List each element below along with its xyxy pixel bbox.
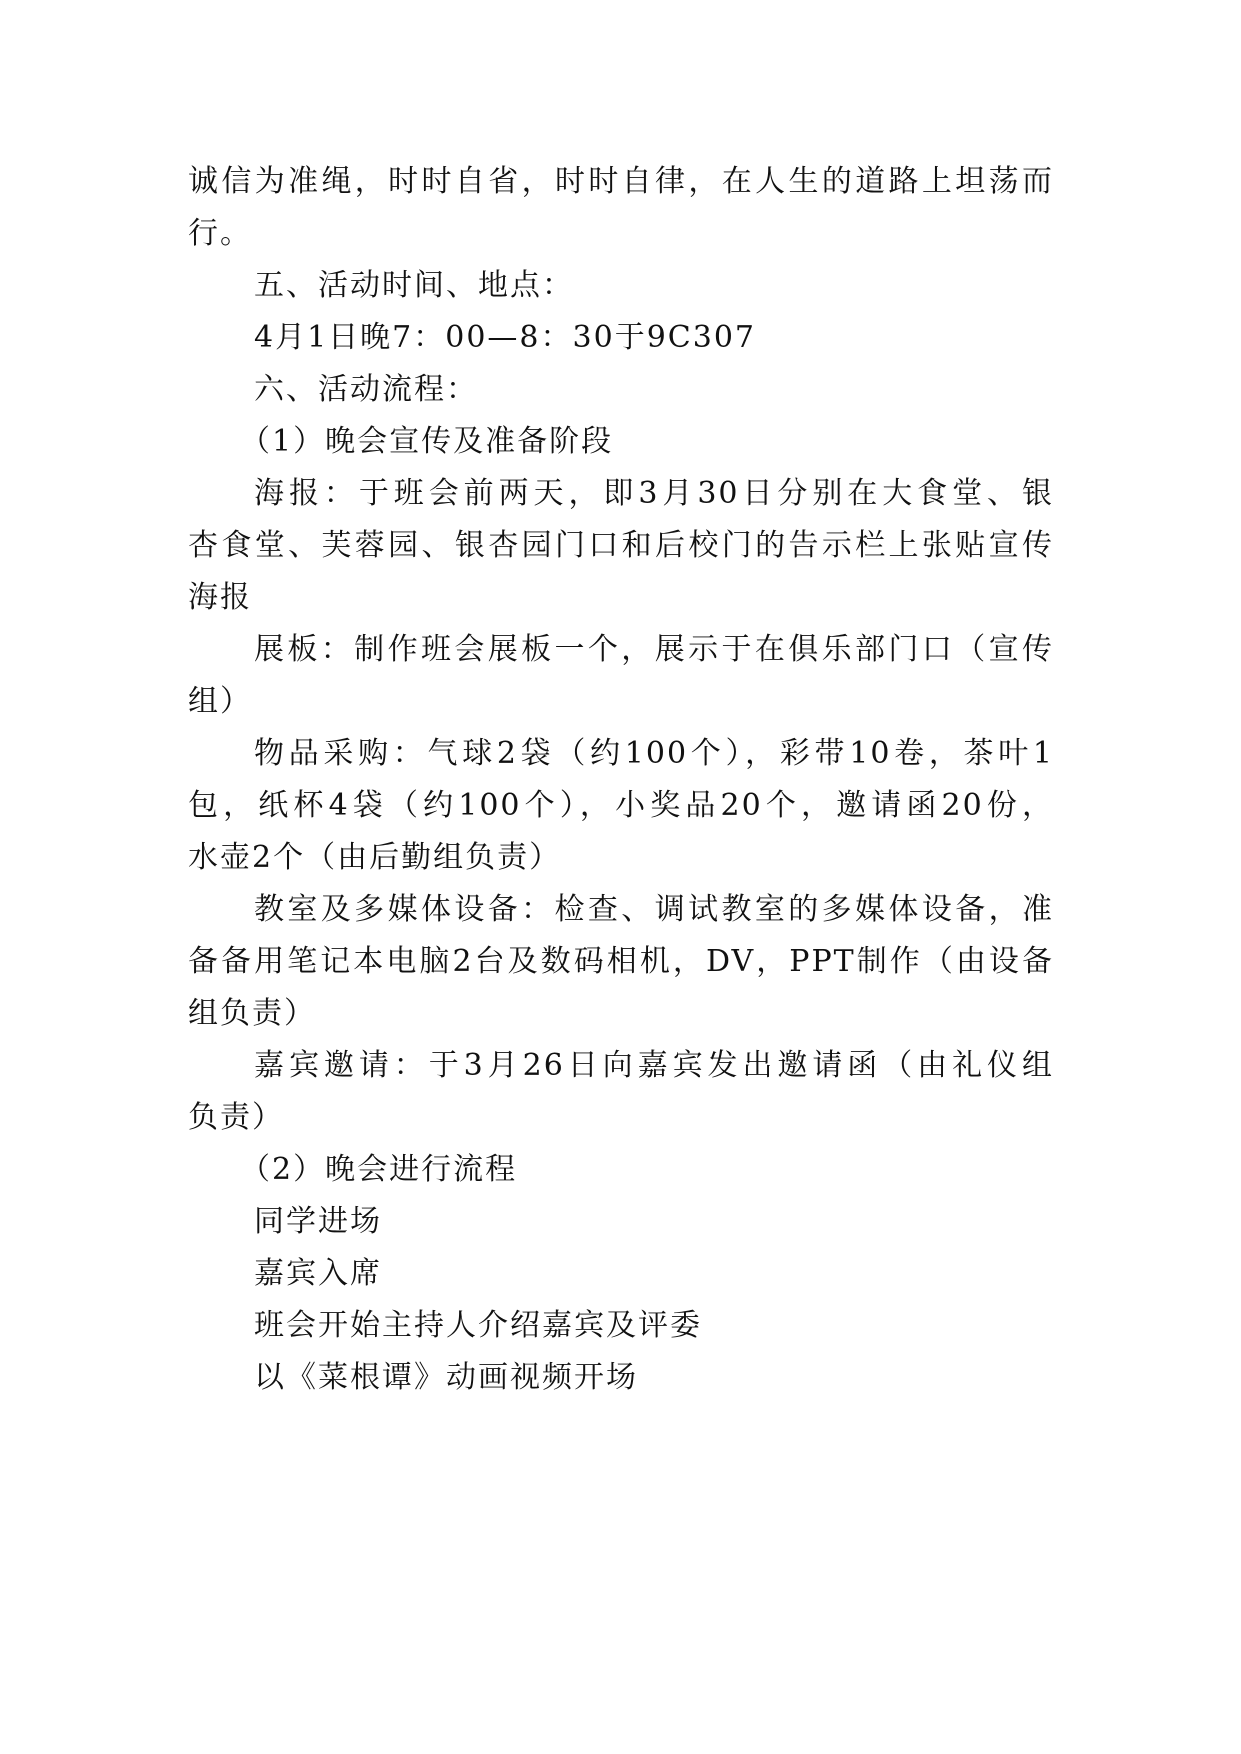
paragraph-line: 4月1日晚7：00—8：30于9C307	[254, 320, 756, 355]
subsection-heading: （2）晚会进行流程	[240, 1152, 518, 1187]
paragraph-line: 展板：制作班会展板一个，展示于在俱乐部门口（宣传	[254, 632, 1054, 667]
paragraph-line: 组）	[188, 684, 252, 719]
paragraph-line: 包，纸杯4袋（约100个），小奖品20个，邀请函20份，	[188, 788, 1054, 823]
list-item: 同学进场	[254, 1204, 382, 1239]
paragraph-line: 杏食堂、芙蓉园、银杏园门口和后校门的告示栏上张贴宣传	[188, 528, 1054, 563]
paragraph-line: 物品采购：气球2袋（约100个），彩带10卷，茶叶1	[254, 736, 1054, 771]
list-item: 嘉宾入席	[254, 1256, 382, 1291]
paragraph-line: 备备用笔记本电脑2台及数码相机，DV，PPT制作（由设备	[188, 944, 1054, 979]
paragraph-line: 海报：于班会前两天，即3月30日分别在大食堂、银	[254, 476, 1054, 511]
list-item: 班会开始主持人介绍嘉宾及评委	[254, 1308, 702, 1343]
paragraph-line: 嘉宾邀请：于3月26日向嘉宾发出邀请函（由礼仪组	[254, 1048, 1054, 1083]
paragraph-line: 水壶2个（由后勤组负责）	[188, 840, 562, 875]
list-item: 以《菜根谭》动画视频开场	[254, 1360, 638, 1395]
subsection-heading: （1）晚会宣传及准备阶段	[240, 424, 614, 459]
paragraph-line: 负责）	[188, 1100, 284, 1135]
section-heading: 五、活动时间、地点：	[254, 268, 574, 303]
paragraph-line: 行。	[188, 216, 252, 251]
paragraph-line: 组负责）	[188, 996, 316, 1031]
paragraph-line: 诚信为准绳，时时自省，时时自律，在人生的道路上坦荡而	[188, 164, 1054, 199]
section-heading: 六、活动流程：	[254, 372, 478, 407]
paragraph-line: 海报	[188, 580, 252, 615]
paragraph-line: 教室及多媒体设备：检查、调试教室的多媒体设备，准	[254, 892, 1054, 927]
